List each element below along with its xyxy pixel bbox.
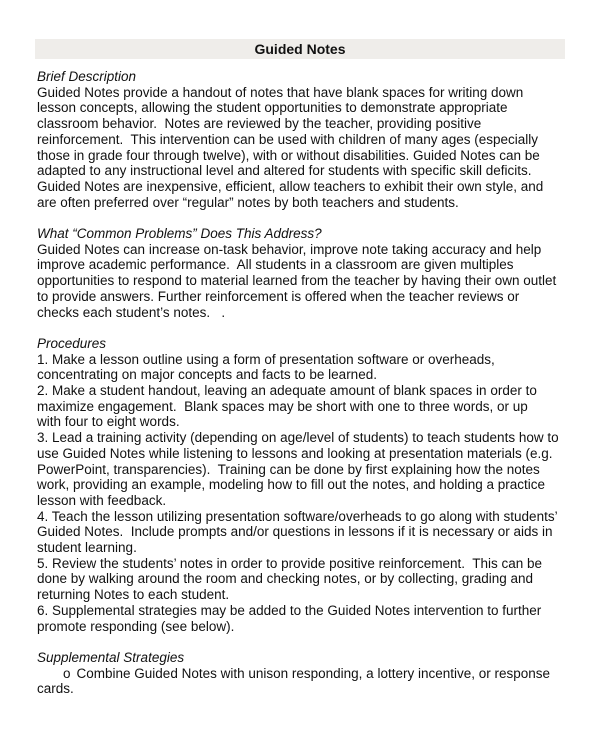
text-line [37, 289, 582, 305]
text: promote responding (see below). [37, 618, 235, 634]
text: with four to eight words. [37, 414, 180, 430]
text: Guided Notes can increase on-task behavior, improve note taking accuracy and help [37, 241, 542, 257]
text-line [37, 414, 582, 430]
text: checks each student’s notes. . [37, 304, 226, 320]
text: use Guided Notes while listening to lessons and looking at presentation materials (e.g. [37, 445, 553, 461]
text: 2. Make a student handout, leaving an adequate amount of blank spaces in order to [37, 383, 537, 399]
text-line [37, 116, 582, 132]
text-line [37, 540, 582, 556]
text: 6. Supplemental strategies may be added to the Guided Notes intervention to further [37, 602, 542, 618]
text: Combine Guided Notes with unison responding, a lottery incentive, or response [76, 665, 551, 681]
text: opportunities to respond to material learned from the teacher by having their own outlet [37, 273, 557, 289]
text-line [37, 477, 582, 493]
text: concentrating on major concepts and facts to be learned. [37, 367, 377, 383]
text-line [37, 399, 582, 415]
text-line [37, 462, 582, 478]
section [37, 336, 582, 634]
text-line [37, 85, 582, 101]
text-line [37, 257, 582, 273]
text: Guided Notes are inexpensive, efficient, allow teachers to exhibit their own style, and [37, 178, 544, 194]
text-line [37, 132, 582, 148]
text: 1. Make a lesson outline using a form of presentation software or overheads, [37, 351, 495, 367]
text: 3. Lead a training activity (depending on age/level of students) to teach students how to [37, 430, 559, 446]
text: are often preferred over “regular” notes by both teachers and students. [37, 194, 459, 210]
section-heading: Procedures [37, 335, 107, 351]
text-line [37, 383, 582, 399]
text: student learning. [37, 540, 137, 556]
text-line [37, 509, 582, 525]
text: classroom behavior. Notes are reviewed by the teacher, providing positive [37, 116, 482, 132]
text-line [37, 367, 582, 383]
text-line [37, 556, 582, 572]
page-title: Guided Notes [35, 39, 565, 59]
text: 5. Review the students’ notes in order to provide positive reinforcement. This can be [37, 555, 543, 571]
section-heading: Brief Description [37, 69, 137, 84]
text: cards. [37, 681, 74, 697]
text-line [37, 493, 582, 509]
text: lesson with feedback. [37, 492, 167, 508]
bullet-icon: o [63, 665, 71, 681]
text-line [37, 571, 582, 587]
text-line [37, 446, 582, 462]
text-line [37, 666, 582, 682]
text-line [37, 619, 582, 635]
text: adapted to any instructional level and altered for students with specific skill deficits. [37, 163, 532, 179]
text: reinforcement. This intervention can be used with children of many ages (especially [37, 131, 539, 147]
text: those in grade four through twelve), with or without disabilities. Guided Notes can be [37, 147, 540, 163]
text-line [37, 195, 582, 211]
text: improve academic performance. All students in a classroom are given multiples [37, 257, 514, 273]
text-line [37, 587, 582, 603]
text: lesson concepts, allowing the student opportunities to demonstrate appropriate [37, 100, 508, 116]
text: done by walking around the room and checking notes, or by collecting, grading and [37, 571, 534, 587]
text: 4. Teach the lesson utilizing presentation software/overheads to go along with students’ [37, 508, 558, 524]
section-heading: Supplemental Strategies [37, 649, 185, 665]
section [37, 226, 582, 320]
text-line [37, 681, 582, 697]
text-line [37, 352, 582, 368]
text: work, providing an example, modeling how to fill out the notes, and holding a practice [37, 477, 546, 493]
text-line [37, 273, 582, 289]
text-line [37, 100, 582, 116]
section [37, 650, 582, 697]
section [37, 69, 582, 210]
text: maximize engagement. Blank spaces may be short with one to three words, or up [37, 398, 528, 414]
text-line [37, 148, 582, 164]
text-line [37, 179, 582, 195]
text: to provide answers. Further reinforcement is offered when the teacher reviews or [37, 288, 520, 304]
text: PowerPoint, transparencies). Training can be done by first explaining how the notes [37, 461, 540, 477]
text-line [37, 163, 582, 179]
text-line [37, 524, 582, 540]
text-line [37, 305, 582, 321]
text-line [37, 242, 582, 258]
document-body [37, 69, 582, 713]
text-line [37, 603, 582, 619]
text: Guided Notes provide a handout of notes that have blank spaces for writing down [37, 84, 524, 100]
section-heading: What “Common Problems” Does This Address? [37, 226, 322, 242]
text-line [37, 430, 582, 446]
text: returning Notes to each student. [37, 587, 230, 603]
text: Guided Notes. Include prompts and/or questions in lessons if it is necessary or aids in [37, 524, 553, 540]
